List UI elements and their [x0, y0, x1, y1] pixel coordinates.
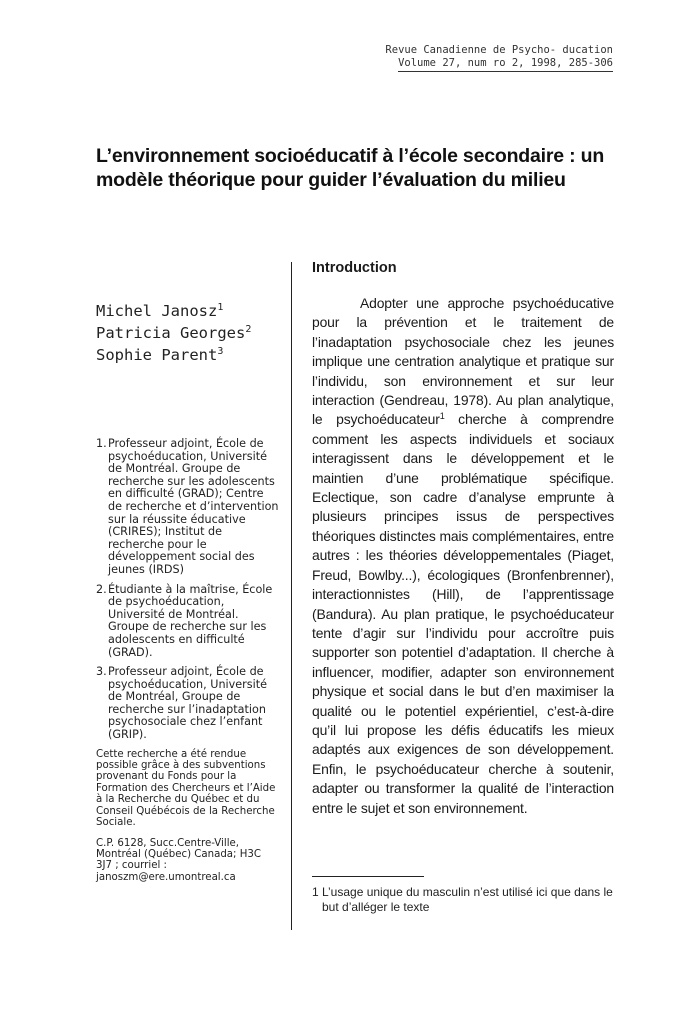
- body-paragraph: [312, 294, 614, 818]
- body-text-part: cherche à comprendre comment les aspects individuels et sociaux interagissent dans le développement et le maintien d’une problématique spécifique. Eclectique, son cadre d’analyse emprunte à plusieurs principes issus de perspectives théoriques distinctes mais complémentaires, entre autres : les théories développementales (Piaget, Freud, Bowlby...), écologiques (Bronfenbrenner), interactionnistes (Hill), de l’apprentissage (Bandura). Au plan pratique, le psychoéducateur tente d’agir sur l’individu pour accroître puis supporter son potentiel d’adaptation. Il cherche à influencer, modifier, adapter son environnement physique et social dans le but d’en maximiser la qualité ou le potentiel expérientiel, c’est-à-dire qu’il lui propose les défis éducatifs les mieux adaptés aux exigences de son développement. Enfin, le psychoéducateur cherche à soutenir, adapter ou transformer la qualité de l’interaction entre le sujet et son environnement.: [312, 411, 614, 816]
- body-text-part: Adopter une approche psychoéducative pour la prévention et le traitement de l’inadaptation psychosociale chez les jeunes implique une centration analytique et pratique sur l’individu, son environnement et sur leur interaction (Gendreau, 1978). Au plan analytique, le psychoéducateur: [312, 295, 614, 428]
- author-name: Sophie Parent: [96, 346, 218, 364]
- author-mark: 1: [217, 302, 224, 313]
- affiliation-text: Étudiante à la maîtrise, École de psychoéducation, Université de Montréal. Groupe de recherche sur les adolescents en difficulté (GRAD).: [108, 582, 273, 659]
- section-heading: Introduction: [312, 260, 397, 276]
- affiliation-text: Professeur adjoint, École de psychoéducation, Université de Montréal. Groupe de recherche sur les adolescents en difficulté (GRAD); Centre de recherche et d’intervention sur la réussite éducative (CRIRES); Institut de recherche pour le développement social des jeunes (IRDS): [108, 437, 279, 576]
- author: [96, 344, 251, 366]
- affiliation-note: [96, 666, 280, 742]
- affiliation-number: 2.: [96, 582, 107, 596]
- contact-address: C.P. 6128, Succ.Centre-Ville, Montréal (Québec) Canada; H3C 3J7 ; courriel : janoszm@ere.umontreal.ca: [96, 837, 261, 883]
- main-column: [312, 260, 614, 818]
- funding-note: Cette recherche a été rendue possible grâce à des subventions provenant du Fonds pour la Formation des Chercheurs et l’Aide à la Recherche du Québec et du Conseil Québécois de la Recherche Sociale.: [96, 748, 276, 829]
- author-name: Patricia Georges: [96, 324, 246, 342]
- author-mark: 2: [245, 324, 252, 335]
- affiliation-number: 1.: [96, 437, 107, 450]
- journal-name: Revue Canadienne de Psycho- ducation: [385, 44, 613, 56]
- footnote-rule: [312, 876, 424, 877]
- author: [96, 300, 251, 322]
- affiliation-text: Professeur adjoint, École de psychoéducation, Université de Montréal, Groupe de recherche sur l’inadaptation psychosociale chez l’enfant (GRIP).: [108, 665, 267, 742]
- affiliation-number: 3.: [96, 665, 107, 679]
- affiliation-note: [96, 584, 280, 660]
- article-title: L’environnement socioéducatif à l’école secondaire : un modèle théorique pour guider l’évaluation du milieu: [96, 145, 605, 192]
- journal-volume: Volume 27, num ro 2, 1998, 285-306: [398, 57, 613, 72]
- footnote-number: 1: [312, 885, 319, 899]
- author-name: Michel Janosz: [96, 302, 218, 320]
- journal-header: [385, 44, 613, 72]
- affiliation-notes: [96, 438, 280, 892]
- author: [96, 322, 251, 344]
- affiliation-note: [96, 438, 280, 577]
- footnote-text: L’usage unique du masculin n’est utilisé ici que dans le but d’alléger le texte: [322, 885, 613, 914]
- column-divider: [291, 262, 292, 930]
- author-list: [96, 300, 251, 366]
- footnote: [312, 885, 614, 915]
- author-mark: 3: [217, 346, 224, 357]
- footnote-reference: 1: [439, 411, 445, 422]
